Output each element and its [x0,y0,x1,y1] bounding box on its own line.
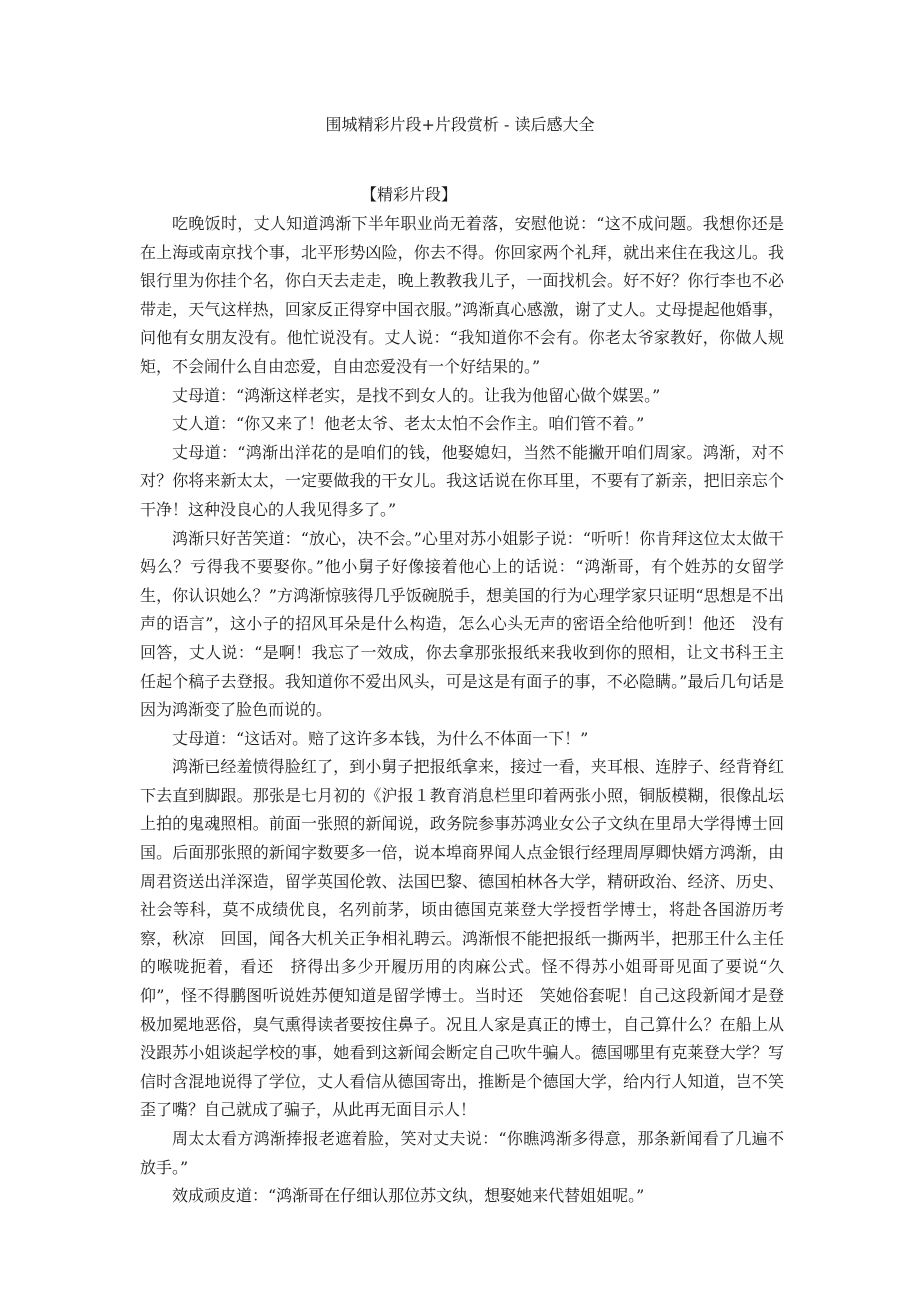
paragraph: 丈人道：“你又来了！他老太爷、老太太怕不会作主。咱们管不着。” [172,414,645,434]
paragraph: 丈母道：“这话对。赔了这许多本钱，为什么不体面一下！” [172,728,589,748]
paragraph: 鸿渐已经羞愤得脸红了，到小舅子把报纸拿来，接过一看，夹耳根、连脖子、经背脊红下去直到脚跟。那张是七月初的《沪报１教育消息栏里印着两张小照，铜版模糊，很像乩坛上拍的鬼魂照相。前面一张照的新闻说，政务院参事苏鸿业女公子文纨在里昂大学得博士回国。后面那张照的新闻字数要多一倍，说本埠商界闻人点金银行经理周厚卿快婿方鸿渐，由周君资送出洋深造，留学英国伦敦、法国巴黎、德国柏林各大学，精研政治、经济、历史、社会等科，莫不成绩优良，名列前茅，顷由德国克莱登大学授哲学博士，将赴各国游历考察，秋凉 回国，闻各大机关正争相礼聘云。鸿渐恨不能把报纸一撕两半，把那王什么主任的喉咙扼着，看还 挤得出多少开履历用的肉麻公式。怪不得苏小姐哥哥见面了要说“久仰”，怪不得鹏图听说姓苏便知道是留学博士。当时还 笑她俗套呢！自己这段新闻才是登极加冕地恶俗，臭气熏得读者要按住鼻子。况且人家是真正的博士，自己算什么？在船上从没跟苏小姐谈起学校的事，她看到这新闻会断定自己吹牛骗人。德国哪里有克莱登大学？写信时含混地说得了学位，丈人看信从德国寄出，推断是个德国大学，给内行人知道，岂不笑歪了嘴？自己就成了骗子，从此再无面目示人！ [140,757,784,1120]
section-heading: 【精彩片段】 [361,185,458,204]
paragraph: 效成顽皮道：“鸿渐哥在仔细认那位苏文纨，想娶她来代替姐姐呢。” [172,1186,645,1206]
body-text [140,210,784,1211]
document-title: 围城精彩片段+片段赏析 - 读后感大全 [325,115,595,134]
paragraph: 鸿渐只好苦笑道：“放心，决不会。”心里对苏小姐影子说：“听听！你肯拜这位太太做干妈么？亏得我不要娶你。”他小舅子好像接着他心上的话说：“鸿渐哥，有个姓苏的女留学生，你认识她么？”方鸿渐惊骇得几乎饭碗脱手，想美国的行为心理学家只证明“思想是不出声的语言”，这小子的招风耳朵是什么构造，怎么心头无声的密语全给他听到！他还 没有回答，丈人说：“是啊！我忘了一效成，你去拿那张报纸来我收到你的照相，让文书科王主任起个稿子去登报。我知道你不爱出风头，可是这是有面子的事，不必隐瞒。”最后几句话是因为鸿渐变了脸色而说的。 [140,528,784,720]
paragraph: 丈母道：“鸿渐这样老实，是找不到女人的。让我为他留心做个媒罢。” [172,385,661,405]
paragraph: 丈母道：“鸿渐出洋花的是咱们的钱，他娶媳妇，当然不能撇开咱们周家。鸿渐，对不对？你将来新太太，一定要做我的干女儿。我这话说在你耳里，不要有了新亲，把旧亲忘个干净！这种没良心的人我见得多了。” [140,442,784,519]
paragraph: 吃晚饭时，丈人知道鸿渐下半年职业尚无着落，安慰他说：“这不成问题。我想你还是在上海或南京找个事，北平形势凶险，你去不得。你回家两个礼拜，就出来住在我这儿。我银行里为你挂个名，你白天去走走，晚上教教我儿子，一面找机会。好不好？你行李也不必带走，天气这样热，回家反正得穿中国衣服。”鸿渐真心感激，谢了丈人。丈母提起他婚事，问他有女朋友没有。他忙说没有。丈人说：“我知道你不会有。你老太爷家教好，你做人规矩，不会闹什么自由恋爱，自由恋爱没有一个好结果的。” [140,214,784,376]
paragraph: 周太太看方鸿渐捧报老遮着脸，笑对丈夫说：“你瞧鸿渐多得意，那条新闻看了几遍不放手。” [140,1129,784,1177]
